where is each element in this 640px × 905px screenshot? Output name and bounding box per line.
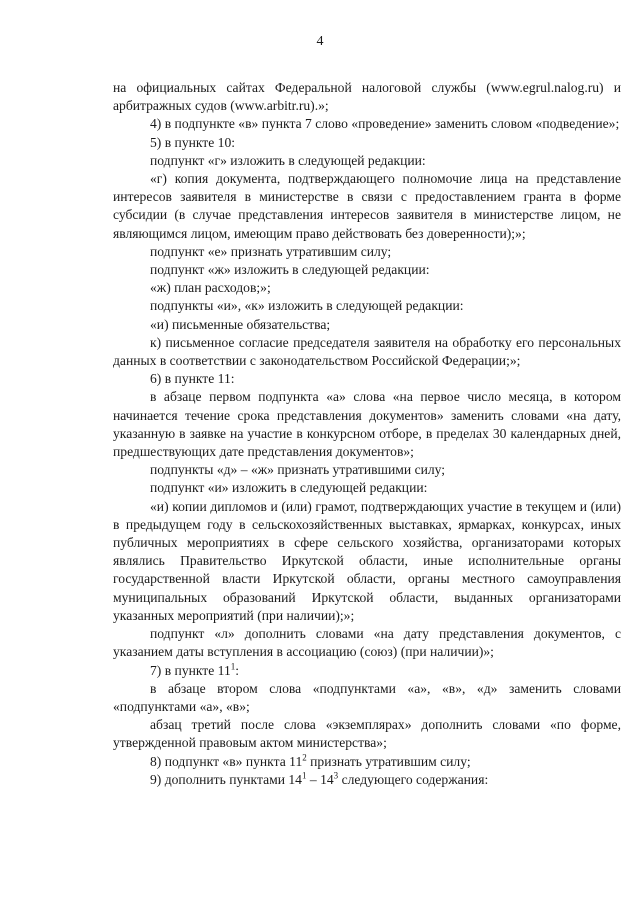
paragraph: подпункт «г» изложить в следующей редакции: <box>150 152 426 168</box>
paragraph: «и) копии дипломов и (или) грамот, подтверждающих участие в текущем и (или) в предыдущем году в сельскохозяйственных выставках, ярмарках, конкурсах, иных публичных мероприятиях в сфере сельского хозяйства, организаторами которых являлись Правительство Иркутской области, иные исполнительные органы государственной власти Иркутской области, органы местного самоуправления муниципальных образований Иркутской области, выданных организаторами указанных мероприятий (при наличии);»; <box>113 498 621 623</box>
item-9-range-dash: – 14 <box>306 771 334 787</box>
paragraph: подпункт «л» дополнить словами «на дату представления документов, с указанием даты вступления в ассоциацию (союз) (при наличии)»; <box>113 626 621 660</box>
paragraph: 6) в пункте 11: <box>150 371 235 387</box>
item-8-suffix: признать утратившим силу; <box>306 753 471 769</box>
paragraph: подпункт «ж» изложить в следующей редакции: <box>150 262 430 278</box>
item-7-text: 7) в пункте 11 <box>150 662 231 678</box>
paragraph-group-1 <box>113 79 621 662</box>
item-7-superscript: 1 <box>230 660 236 671</box>
paragraph-item-9 <box>113 771 621 789</box>
page-number: 4 <box>316 34 324 49</box>
item-7-suffix: : <box>235 662 240 678</box>
paragraph: подпункты «д» – «ж» признать утратившими силу; <box>150 462 446 478</box>
paragraph: подпункты «и», «к» изложить в следующей редакции: <box>150 298 464 314</box>
paragraph: подпункт «е» признать утратившим силу; <box>150 243 392 259</box>
item-9-text: 9) дополнить пунктами 14 <box>150 771 302 787</box>
paragraph: 5) в пункте 10: <box>150 134 236 150</box>
paragraph: в абзаце первом подпункта «а» слова «на первое число месяца, в котором начинается течение срока представления документов» заменить словами «на дату, указанную в заявке на участие в конкурсном отборе, в пределах 30 календарных дней, предшествующих дате представления документов»; <box>113 389 621 460</box>
paragraph: «ж) план расходов;»; <box>150 280 271 296</box>
document-body <box>113 79 621 789</box>
item-9-superscript-2: 3 <box>333 770 339 781</box>
paragraph: абзац третий после слова «экземплярах» дополнить словами «по форме, утвержденной правовым актом министерства»; <box>113 717 621 751</box>
item-9-suffix: следующего содержания: <box>338 771 489 787</box>
paragraph: «и) письменные обязательства; <box>150 316 331 332</box>
paragraph-group-2 <box>113 680 621 753</box>
paragraph: на официальных сайтах Федеральной налоговой службы (www.egrul.nalog.ru) и арбитражных судов (www.arbitr.ru).»; <box>113 80 621 114</box>
paragraph: подпункт «и» изложить в следующей редакции: <box>150 480 428 496</box>
paragraph: в абзаце втором слова «подпунктами «а», «в», «д» заменить словами «подпунктами «а», «в»; <box>113 680 621 714</box>
item-8-superscript: 2 <box>302 751 307 762</box>
paragraph: к) письменное согласие председателя заявителя на обработку его персональных данных в соответствии с законодательством Российской Федерации;»; <box>113 334 621 369</box>
paragraph-item-7 <box>113 662 621 680</box>
item-9-superscript-1: 1 <box>301 770 307 781</box>
item-8-text: 8) подпункт «в» пункта 11 <box>150 753 303 769</box>
paragraph: «г) копия документа, подтверждающего полномочие лица на представление интересов заявителя в министерстве в связи с предоставлением гранта в форме субсидии (в случае представления интересов заявителя в министерстве лицом, не являющимся лицом, имеющим право действовать без доверенности);»; <box>113 171 621 241</box>
paragraph: 4) в подпункте «в» пункта 7 слово «проведение» заменить словом «подведение»; <box>150 116 620 132</box>
paragraph-item-8 <box>113 753 621 771</box>
